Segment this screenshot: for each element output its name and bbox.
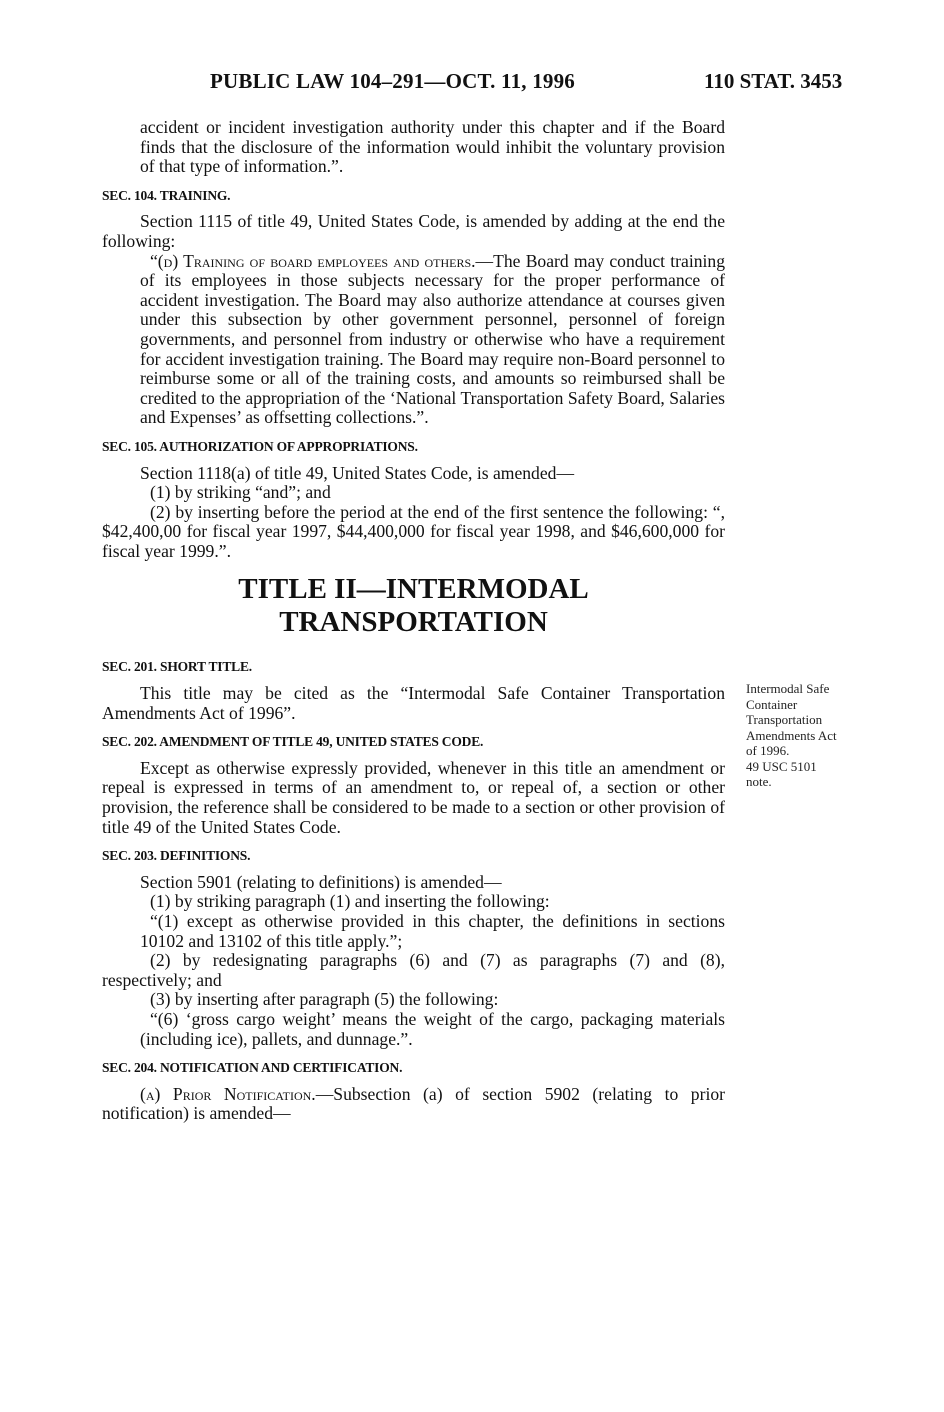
margin-note-line: Intermodal Safe — [746, 681, 830, 696]
sec-104-subsection-heading: “(d) Training of board employees and others. — [150, 250, 476, 271]
sec-201-heading: SEC. 201. SHORT TITLE. — [102, 659, 252, 675]
sec-203-intro: Section 5901 (relating to definitions) is amended— — [140, 871, 502, 892]
sec-203-heading: SEC. 203. DEFINITIONS. — [102, 848, 251, 864]
sec-203-item-3: (3) by inserting after paragraph (5) the following: — [150, 989, 499, 1010]
sec-204-subsection-a-body: —Subsection (a) of section 5902 (relating to prior notification) is amended— — [102, 1083, 726, 1124]
sec-201-text: This title may be cited as the “Intermodal Safe Container Transportation Amendments Act of 1996”. — [102, 683, 725, 723]
stat-page-number: 110 STAT. 3453 — [704, 69, 843, 93]
margin-note-line: Container — [746, 696, 798, 712]
main-text-column — [102, 118, 725, 1124]
sec-104-subsection-body: —The Board may conduct training of its employees in those subjects necessary for the proper performance of accident investigation. The Board may also authorize attendance at courses given under this subsection by other government personnel, personnel of foreign governments, and personnel from industry or otherwise who have a requirement for accident investigation training. The Board may require non-Board personnel to reimburse some or all of the training costs, and amounts so reimbursed shall be credited to the appropriation of the ‘National Transportation Safety Board, Salaries and Expenses’ as offsetting collections.”. — [140, 250, 725, 428]
sec-105-item-1: (1) by striking “and”; and — [150, 482, 331, 503]
margin-note-line: note. — [746, 774, 772, 789]
sec-203-item-1: (1) by striking paragraph (1) and inserting the following: — [150, 891, 550, 912]
sec-104-quoted-subsection — [102, 252, 725, 428]
sec-104-intro: Section 1115 of title 49, United States Code, is amended by adding at the end the following: — [102, 211, 725, 251]
sec-202-heading: SEC. 202. AMENDMENT OF TITLE 49, UNITED STATES CODE. — [102, 734, 484, 750]
margin-note-line: 49 USC 5101 — [746, 758, 817, 774]
sec-203-item-1-quote: “(1) except as otherwise provided in this chapter, the definitions in sections 10102 and 13102 of this title apply.”; — [140, 911, 725, 951]
sec-204-subsection-a-heading: (a) Prior Notification. — [140, 1083, 316, 1104]
margin-note-line: Amendments Act — [746, 727, 837, 743]
margin-note-line: Transportation — [746, 712, 823, 727]
sec-202-text: Except as otherwise expressly provided, whenever in this title an amendment or repeal is expressed in terms of an amendment to, or repeal of, a section or other provision, the reference shall be considered to be made to a section or other provision of title 49 of the United States Code. — [102, 757, 725, 837]
sec-204-subsection-a — [102, 1085, 725, 1124]
continuation-paragraph: accident or incident investigation authority under this chapter and if the Board finds that the disclosure of the information would inhibit the voluntary provision of that type of information.”. — [140, 117, 725, 177]
sec-105-item-2: (2) by inserting before the period at the end of the first sentence the following: “, $42,400,00 for fiscal year 1997, $44,400,000 for fiscal year 1998, and $46,600,000 for fiscal year 1999.”. — [102, 501, 725, 561]
title-ii-heading — [102, 573, 725, 639]
sec-203-item-2: (2) by redesignating paragraphs (6) and (7) as paragraphs (7) and (8), respectively; and — [102, 950, 725, 990]
margin-note — [746, 681, 876, 790]
sec-104-heading: SEC. 104. TRAINING. — [102, 187, 231, 203]
title-ii-line-2: TRANSPORTATION — [279, 606, 548, 639]
sec-105-intro: Section 1118(a) of title 49, United States Code, is amended— — [140, 462, 575, 483]
title-ii-line-1: TITLE II—INTERMODAL — [238, 573, 589, 606]
running-header-title: PUBLIC LAW 104–291—OCT. 11, 1996 — [210, 69, 575, 93]
sec-203-item-3-quote: “(6) ‘gross cargo weight’ means the weight of the cargo, packaging materials (including ice), pallets, and dunnage.”. — [140, 1008, 725, 1049]
margin-note-line: of 1996. — [746, 743, 790, 758]
sec-204-heading: SEC. 204. NOTIFICATION AND CERTIFICATION. — [102, 1060, 403, 1076]
sec-105-heading: SEC. 105. AUTHORIZATION OF APPROPRIATIONS. — [102, 438, 418, 454]
